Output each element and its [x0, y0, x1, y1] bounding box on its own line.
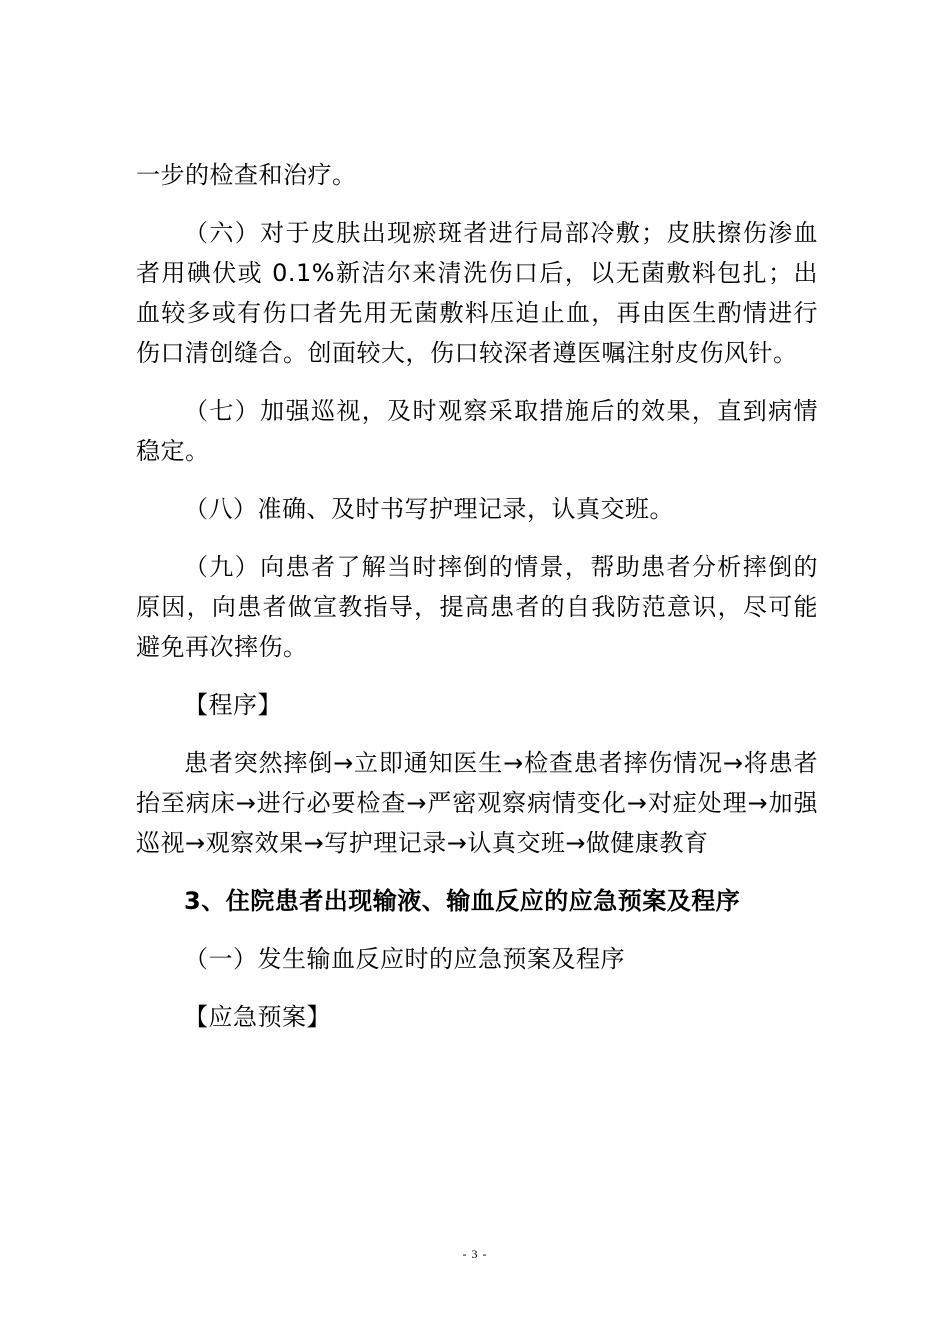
- subsection-heading-1: （一）发生输血反应时的应急预案及程序: [184, 945, 625, 973]
- document-body: [136, 155, 818, 1055]
- paragraph-item-9: （九）向患者了解当时摔倒的情景，帮助患者分析摔倒的原因，向患者做宣教指导，提高患者的自我防范意识，尽可能避免再次摔伤。: [136, 553, 818, 661]
- page-number: - 3 -: [462, 1247, 488, 1261]
- paragraph-item-8: （八）准确、及时书写护理记录，认真交班。: [184, 495, 674, 523]
- paragraph-item-7: （七）加强巡视，及时观察采取措施后的效果，直到病情稳定。: [136, 397, 818, 465]
- section-label-procedure: 【程序】: [184, 691, 282, 719]
- paragraph-continuation: 一步的检查和治疗。: [136, 161, 357, 189]
- paragraph-item-6: （六）对于皮肤出现瘀斑者进行局部冷敷；皮肤擦伤渗血者用碘伏或 0.1%新洁尔来清洗伤口后，以无菌敷料包扎；出血较多或有伤口者先用无菌敷料压迫止血，再由医生酌情进行伤口清创缝合。创面较大，伤口较深者遵医嘱注射皮伤风针。: [136, 219, 818, 367]
- section-label-emergency-plan: 【应急预案】: [184, 1003, 331, 1031]
- section-heading-3: 3、住院患者出现输液、输血反应的应急预案及程序: [184, 887, 741, 915]
- procedure-flow: 患者突然摔倒→立即通知医生→检查患者摔伤情况→将患者抬至病床→进行必要检查→严密观察病情变化→对症处理→加强巡视→观察效果→写护理记录→认真交班→做健康教育: [136, 749, 818, 857]
